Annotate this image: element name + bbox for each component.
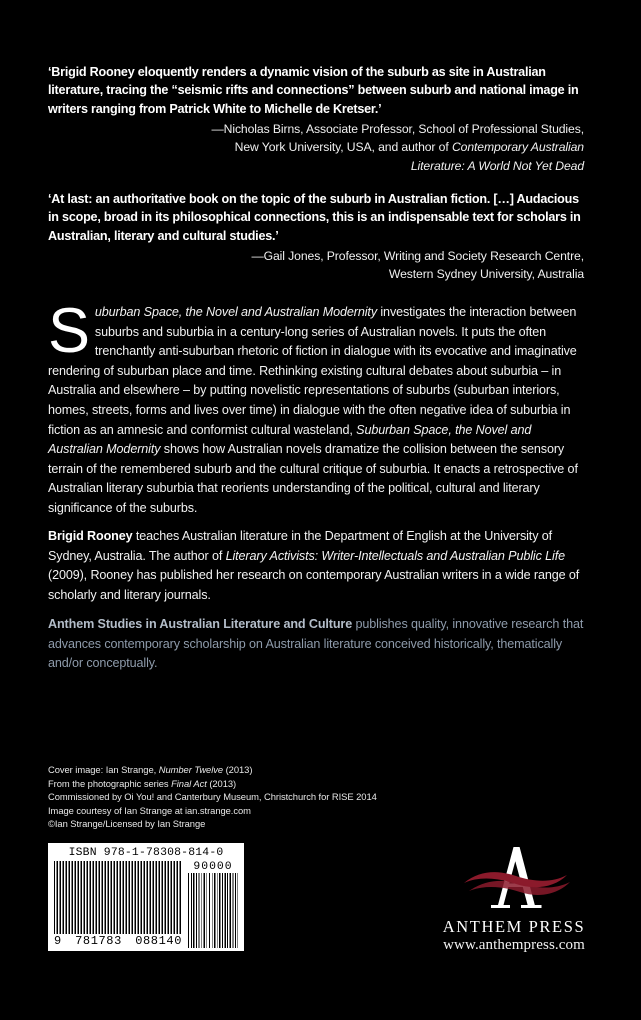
series-note — [48, 615, 584, 674]
publisher-logo — [424, 843, 604, 955]
barcode-ean-digits — [54, 935, 182, 948]
author-name: Brigid Rooney — [48, 529, 133, 543]
blurb-attribution — [48, 247, 584, 283]
credit-line-4: Image courtesy of Ian Strange at ian.strange.com — [48, 804, 251, 816]
endorsement-blurb-2 — [48, 190, 584, 284]
credit-line-2 — [48, 777, 584, 791]
publisher-website-url: www.anthempress.com — [443, 937, 585, 953]
description-title-inline-2: Suburban Space, the Novel and Australian Modernity — [48, 422, 532, 457]
description-body-1: investigates the interaction between suburbs and suburbia in a century-long series of Australian novels. It puts the often trenchantly anti-suburban rhetoric of fiction in dialogue with its evocative and imaginative rendering of suburban place and time. Rethinking existing cultural debates about suburbia – in Australia and elsewhere – by putting novelistic representations of suburbs (suburban interiors, homes, streets, forms and lives over time) in dialogue with the often negative idea of suburbia in fiction as an amnesic and conformist cultural wasteland, — [48, 305, 577, 437]
description-title-inline-1: uburban Space, the Novel and Australian Modernity — [94, 305, 377, 319]
blurb-quote-text: ‘At last: an authoritative book on the topic of the suburb in Australian fiction. […] Audacious in scope, broad in its philosophical connections, this is an indispensable text for scholars in Australian, literary and cultural studies.’ — [48, 192, 581, 243]
isbn-barcode — [48, 843, 244, 951]
blurb-attribution — [48, 120, 584, 175]
barcode-addon-symbol — [188, 861, 238, 948]
barcode-addon-digits: 90000 — [193, 861, 233, 873]
author-bio-text-1: teaches Australian literature in the Department of English at the University of Sydney, Australia. The author of — [48, 529, 553, 563]
endorsement-blurb-1 — [48, 63, 584, 175]
credit-artwork-title: Number Twelve — [158, 764, 224, 775]
blurb-quote-text: ‘Brigid Rooney eloquently renders a dynamic vision of the suburb as site in Australian literature, tracing the “seismic rifts and connections” between suburb and national image in writers ranging from Patrick White to Michelle de Kretser.’ — [48, 65, 579, 116]
author-bio-text-2: (2009), Rooney has published her research on contemporary Australian writers in a wide range of scholarly and literary journals. — [48, 568, 580, 602]
credit-line-2-post: (2013) — [206, 777, 237, 789]
blurb-attribution-line-3 — [48, 157, 584, 175]
barcode-bars — [54, 861, 182, 934]
credit-line-2-pre: From the photographic series — [48, 777, 172, 789]
blurb-attribution-line-1: —Gail Jones, Professor, Writing and Society Research Centre, — [251, 249, 584, 264]
ean-right-group: 088140 — [135, 934, 182, 948]
blurb-attribution-book-title: Contemporary Australian — [451, 140, 584, 155]
anthem-a-mark-icon — [424, 843, 604, 917]
blurb-attribution-book-subtitle: Literature: A World Not Yet Dead — [410, 158, 584, 173]
ean-first-digit: 9 — [54, 934, 62, 948]
isbn-number-label: ISBN 978-1-78308-814-0 — [68, 847, 224, 859]
barcode-main-symbol — [54, 861, 182, 948]
credit-line-1-post: (2013) — [223, 764, 253, 775]
book-description — [48, 296, 584, 519]
blurb-attribution-line-1: —Nicholas Birns, Associate Professor, School of Professional Studies, — [211, 122, 584, 137]
series-name: Anthem Studies in Australian Literature and Culture — [48, 617, 353, 631]
barcode-bars-row — [54, 861, 238, 948]
credit-line-1 — [48, 763, 584, 777]
drop-cap-letter: S — [48, 296, 90, 366]
blurb-attribution-line-2: Western Sydney University, Australia — [388, 267, 584, 282]
author-biography — [48, 527, 584, 605]
credit-line-1-pre: Cover image: Ian Strange, — [48, 764, 159, 775]
blurb-attribution-line-2-text: New York University, USA, and author of — [234, 140, 452, 155]
credit-line-5: ©Ian Strange/Licensed by Ian Strange — [48, 818, 206, 830]
author-previous-work-title: Literary Activists: Writer-Intellectuals and Australian Public Life — [225, 548, 565, 563]
cover-image-credits — [48, 763, 584, 831]
publisher-name: ANTHEM PRESS — [442, 917, 586, 936]
barcode-addon-bars — [188, 873, 238, 948]
description-body-2: shows how Australian novels dramatize the collision between the sensory terrain of the remembered suburb and the cultural critique of suburbia. It enacts a retrospective of Australian literary suburbia that reorients understanding of the political, cultural and literary significance of the suburbs. — [48, 442, 578, 515]
credit-line-3: Commissioned by Oi You! and Canterbury Museum, Christchurch for RISE 2014 — [48, 791, 377, 803]
credit-series-title: Final Act — [171, 777, 207, 789]
blurb-attribution-line-2 — [48, 138, 584, 156]
series-description: publishes quality, innovative research that advances contemporary scholarship on Australian literature conceived historically, thematically and/or conceptually. — [48, 617, 584, 671]
ean-left-group: 781783 — [75, 934, 122, 948]
